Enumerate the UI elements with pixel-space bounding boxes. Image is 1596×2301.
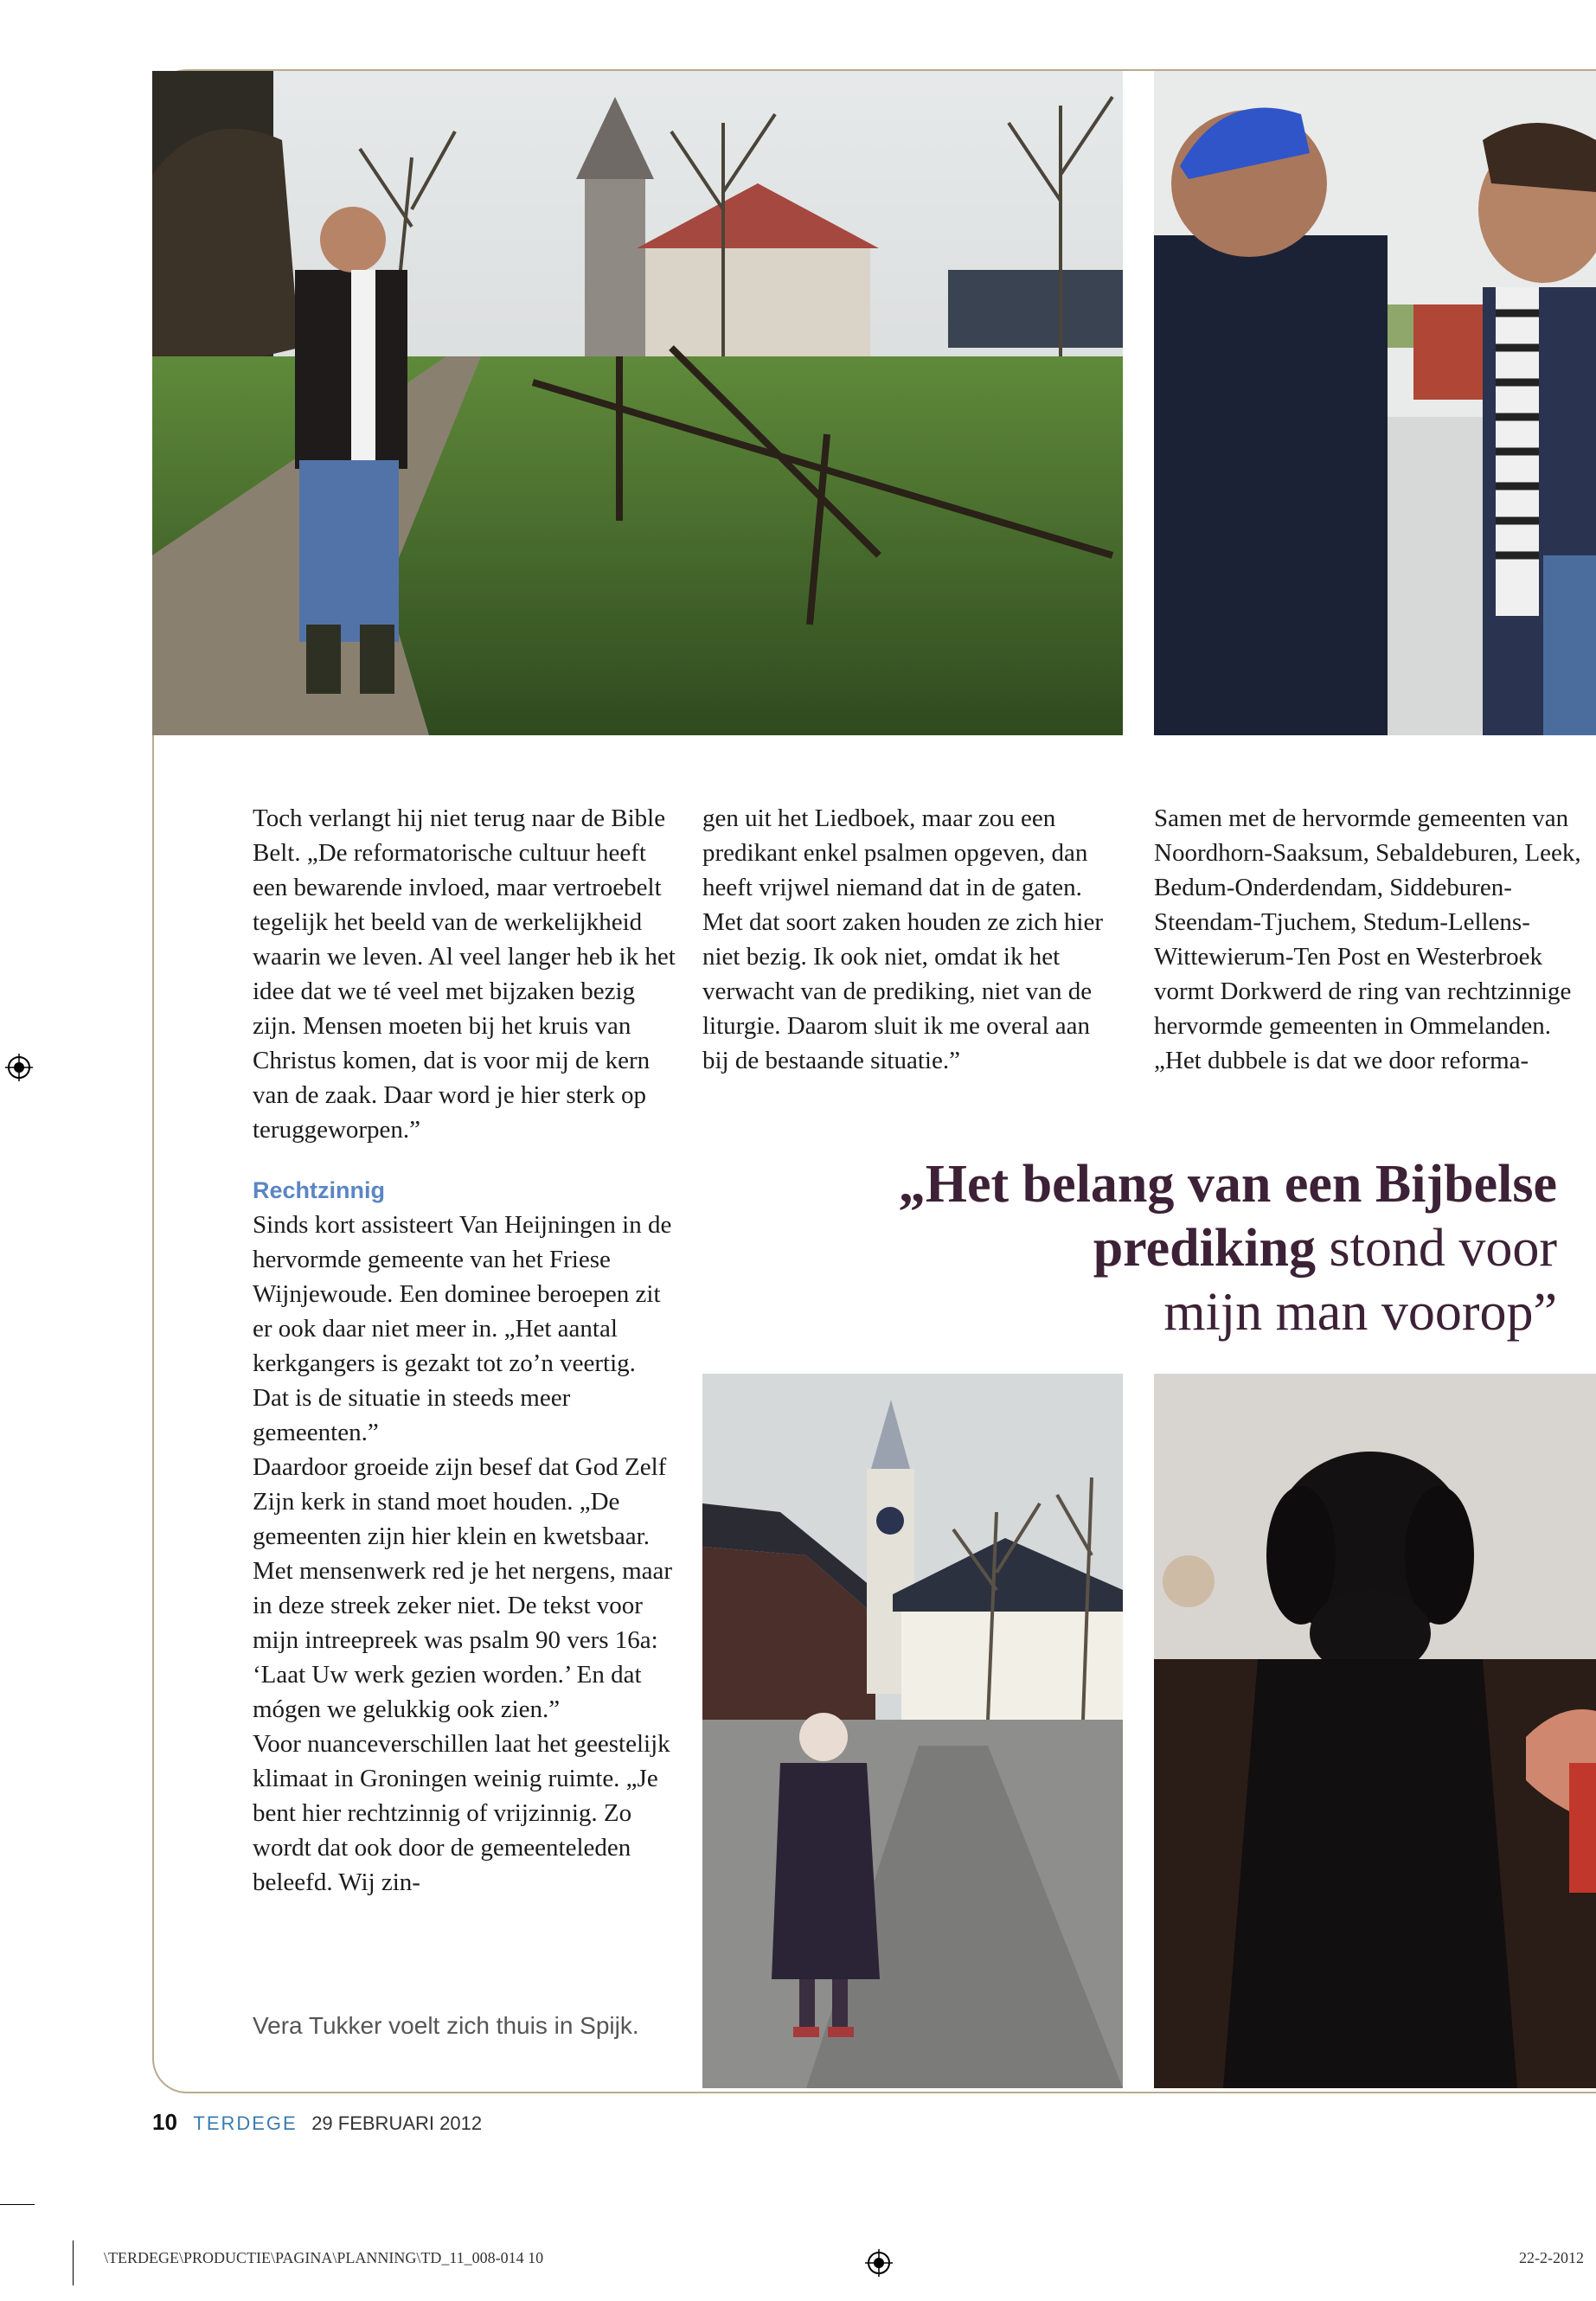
quote-line-3: mijn man voorop” [1163, 1283, 1557, 1342]
crop-registration-mark-left [5, 1054, 33, 1081]
paragraph: Daardoor groeide zijn besef dat God Zelf Zijn kerk in stand moet houden. „De gemeenten zijn hier klein en kwetsbaar. Met mensenwerk red je het nergens, maar in deze streek zeker niet. De tekst voor mijn intreepreek was psalm 90 vers 16a: ‘Laat Uw werk gezien worden.’ En dat mógen we gelukkig ook zien.” [253, 1453, 673, 1723]
quote-line-2-bold: prediking [1093, 1219, 1316, 1278]
photo-black-dog [1154, 1374, 1596, 2088]
subheading: Rechtzinnig [253, 1177, 385, 1203]
quote-line-2-rest: stond voor [1316, 1219, 1557, 1278]
quote-line-1: „Het belang van een Bijbelse [898, 1155, 1557, 1214]
photo-church-path [152, 71, 1123, 735]
paragraph: Samen met de hervormde gemeenten van Noordhorn-Saaksum, Sebaldeburen, Leek, Bedum-Onderdendam, Siddeburen-Steendam-Tjuchem, Stedum-Lellens-Wittewierum-Ten Post en Westerbroek vormt Dorkwerd de ring van rechtzinnige hervormde gemeenten in Ommelanden. „Het dubbele is dat we door reforma- [1154, 804, 1581, 1074]
crop-line [0, 2204, 35, 2205]
text-column-2 [702, 801, 1118, 1078]
text-column-1 [253, 801, 676, 1900]
paragraph: Toch verlangt hij niet terug naar de Bible Belt. „De reformatorische cultuur heeft een bewarende invloed, maar vertroebelt tegelijk het beeld van de werkelijkheid waarin we leven. Al veel langer heb ik het idee dat we té veel met bijzaken bezig zijn. Mensen moeten bij het kruis van Christus komen, dat is voor mij de kern van de zaak. Daar word je hier sterk op teruggeworpen.” [253, 804, 676, 1144]
pull-quote [761, 1152, 1557, 1344]
photo-caption: Vera Tukker voelt zich thuis in Spijk. [253, 2012, 639, 2039]
magazine-name: TERDEGE [193, 2112, 298, 2134]
crop-registration-mark-bottom [865, 2249, 893, 2277]
text-column-3 [1154, 801, 1596, 1078]
page-number: 10 [152, 2109, 177, 2135]
paragraph: Sinds kort assisteert Van Heijningen in de hervormde gemeente van het Friese Wijnjewoude. Een dominee beroepen zit er ook daar niet meer in. „Het aantal kerkgangers is gezakt tot zo’n veertig. Dat is de situatie in steeds meer gemeenten.” [253, 1211, 672, 1446]
print-slug-path: \TERDEGE\PRODUCTIE\PAGINA\PLANNING\TD_11_008-014 10 [104, 2249, 544, 2266]
issue-date: 29 FEBRUARI 2012 [311, 2112, 483, 2134]
print-slug-date: 22-2-2012 [1519, 2249, 1584, 2266]
photo-two-men [1154, 71, 1596, 735]
page-footer [152, 2109, 482, 2136]
paragraph: Voor nuanceverschillen laat het geestelijk klimaat in Groningen weinig ruimte. „Je bent hier rechtzinnig of vrijzinnig. Zo wordt dat ook door de gemeenteleden beleefd. Wij zin- [253, 1730, 670, 1896]
crop-line [73, 2240, 74, 2285]
photo-woman-street [702, 1374, 1123, 2088]
paragraph: gen uit het Liedboek, maar zou een predikant enkel psalmen opgeven, dan heeft vrijwel niemand dat in de gaten. Met dat soort zaken houden ze zich hier niet bezig. Ik ook niet, omdat ik het verwacht van de prediking, niet van de liturgie. Daarom sluit ik me overal aan bij de bestaande situatie.” [702, 804, 1104, 1074]
